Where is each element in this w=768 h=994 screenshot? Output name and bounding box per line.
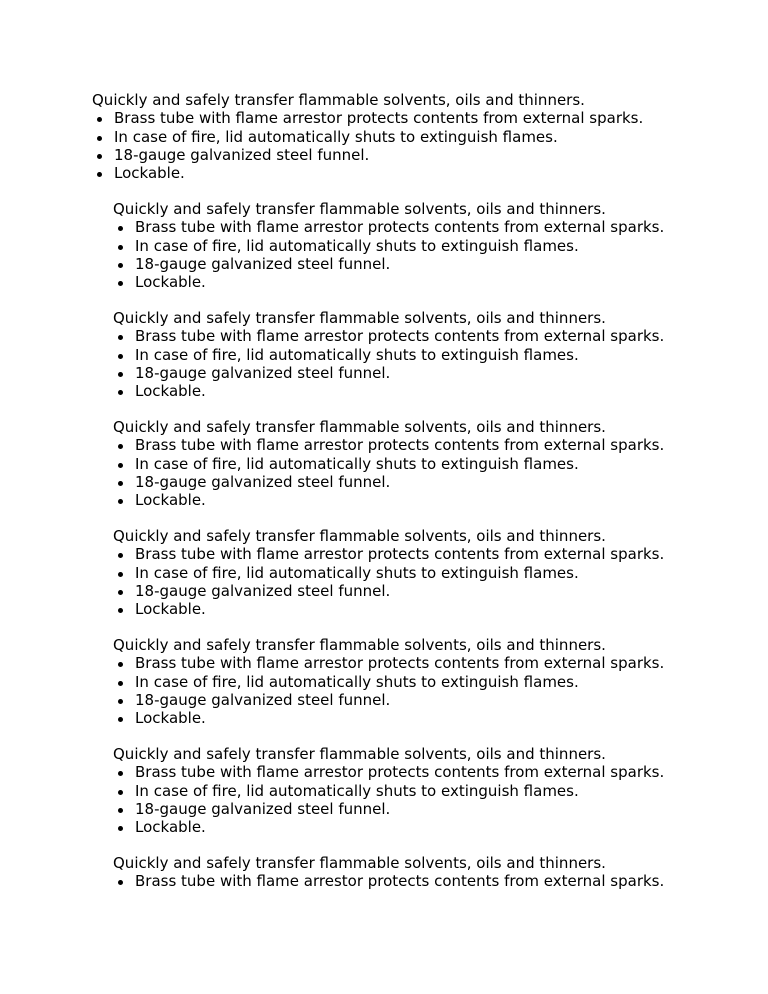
list-item <box>135 237 664 255</box>
list-item-text: Brass tube with flame arrestor protects contents from external sparks. <box>135 763 665 782</box>
list-item-text: In case of fire, lid automatically shuts to extinguish flames. <box>135 563 579 582</box>
list-item <box>135 491 664 509</box>
bullet-icon <box>118 463 123 468</box>
intro-text: Quickly and safely transfer flammable solvents, oils and thinners. <box>113 527 606 545</box>
bullet-icon <box>118 608 123 613</box>
product-description-block <box>92 91 643 182</box>
bullet-icon <box>118 553 123 558</box>
list-item-text: Lockable. <box>135 491 206 510</box>
intro-text: Quickly and safely transfer flammable solvents, oils and thinners. <box>92 91 585 109</box>
list-item-text: 18-gauge galvanized steel funnel. <box>135 799 391 818</box>
bullet-icon <box>118 499 123 504</box>
bullet-icon <box>118 245 123 250</box>
list-item <box>135 364 664 382</box>
bullet-icon <box>118 880 123 885</box>
bullet-icon <box>118 335 123 340</box>
list-item <box>135 382 664 400</box>
list-item <box>135 763 664 781</box>
list-item-text: 18-gauge galvanized steel funnel. <box>135 472 391 491</box>
feature-list <box>113 545 664 618</box>
list-item-text: Brass tube with flame arrestor protects contents from external sparks. <box>135 218 665 237</box>
list-item-text: 18-gauge galvanized steel funnel. <box>135 581 391 600</box>
bullet-icon <box>118 681 123 686</box>
list-item <box>114 128 643 146</box>
bullet-icon <box>97 136 102 141</box>
intro-text: Quickly and safely transfer flammable solvents, oils and thinners. <box>113 745 606 763</box>
intro-text: Quickly and safely transfer flammable solvents, oils and thinners. <box>113 636 606 654</box>
list-item <box>135 473 664 491</box>
bullet-icon <box>118 572 123 577</box>
list-item-text: Lockable. <box>114 164 185 183</box>
list-item <box>114 164 643 182</box>
feature-list <box>113 218 664 291</box>
list-item <box>135 691 664 709</box>
bullet-icon <box>118 826 123 831</box>
bullet-icon <box>118 662 123 667</box>
bullet-icon <box>118 699 123 704</box>
list-item <box>135 327 664 345</box>
list-item-text: Brass tube with flame arrestor protects contents from external sparks. <box>135 436 665 455</box>
bullet-icon <box>118 590 123 595</box>
list-item-text: Lockable. <box>135 273 206 292</box>
list-item-text: 18-gauge galvanized steel funnel. <box>135 363 391 382</box>
feature-list <box>113 327 664 400</box>
list-item-text: Brass tube with flame arrestor protects contents from external sparks. <box>135 545 665 564</box>
bullet-icon <box>97 154 102 159</box>
list-item <box>135 582 664 600</box>
list-item-text: Lockable. <box>135 382 206 401</box>
list-item <box>135 782 664 800</box>
list-item <box>135 818 664 836</box>
intro-text: Quickly and safely transfer flammable solvents, oils and thinners. <box>113 200 606 218</box>
bullet-icon <box>118 808 123 813</box>
list-item-text: In case of fire, lid automatically shuts to extinguish flames. <box>135 781 579 800</box>
product-description-block <box>113 527 664 618</box>
bullet-icon <box>118 372 123 377</box>
list-item <box>135 872 664 890</box>
list-item <box>135 800 664 818</box>
list-item-text: Lockable. <box>135 818 206 837</box>
feature-list <box>113 654 664 727</box>
list-item <box>135 455 664 473</box>
bullet-icon <box>118 354 123 359</box>
intro-text: Quickly and safely transfer flammable solvents, oils and thinners. <box>113 854 606 872</box>
list-item <box>135 600 664 618</box>
list-item <box>135 218 664 236</box>
list-item-text: In case of fire, lid automatically shuts to extinguish flames. <box>135 454 579 473</box>
bullet-icon <box>118 263 123 268</box>
list-item-text: In case of fire, lid automatically shuts to extinguish flames. <box>135 345 579 364</box>
list-item-text: Lockable. <box>135 709 206 728</box>
product-description-block <box>113 854 664 891</box>
list-item-text: Brass tube with flame arrestor protects contents from external sparks. <box>114 109 644 128</box>
bullet-icon <box>97 172 102 177</box>
list-item-text: 18-gauge galvanized steel funnel. <box>114 145 370 164</box>
feature-list <box>92 109 643 182</box>
bullet-icon <box>118 481 123 486</box>
bullet-icon <box>118 390 123 395</box>
bullet-icon <box>118 790 123 795</box>
list-item-text: In case of fire, lid automatically shuts to extinguish flames. <box>135 672 579 691</box>
list-item <box>114 146 643 164</box>
list-item-text: Brass tube with flame arrestor protects contents from external sparks. <box>135 872 665 891</box>
product-description-block <box>113 745 664 836</box>
list-item-text: Brass tube with flame arrestor protects contents from external sparks. <box>135 327 665 346</box>
feature-list <box>113 872 664 890</box>
list-item <box>135 436 664 454</box>
list-item-text: In case of fire, lid automatically shuts to extinguish flames. <box>135 236 579 255</box>
list-item <box>135 709 664 727</box>
list-item <box>114 109 643 127</box>
bullet-icon <box>118 717 123 722</box>
product-description-block <box>113 200 664 291</box>
intro-text: Quickly and safely transfer flammable solvents, oils and thinners. <box>113 418 606 436</box>
list-item-text: 18-gauge galvanized steel funnel. <box>135 690 391 709</box>
product-description-block <box>113 309 664 400</box>
list-item-text: In case of fire, lid automatically shuts to extinguish flames. <box>114 127 558 146</box>
bullet-icon <box>118 226 123 231</box>
feature-list <box>113 763 664 836</box>
bullet-icon <box>118 281 123 286</box>
feature-list <box>113 436 664 509</box>
list-item <box>135 273 664 291</box>
list-item <box>135 346 664 364</box>
list-item-text: Lockable. <box>135 600 206 619</box>
product-description-block <box>113 636 664 727</box>
bullet-icon <box>118 444 123 449</box>
bullet-icon <box>97 117 102 122</box>
intro-text: Quickly and safely transfer flammable solvents, oils and thinners. <box>113 309 606 327</box>
bullet-icon <box>118 771 123 776</box>
product-description-block <box>113 418 664 509</box>
list-item <box>135 255 664 273</box>
list-item <box>135 564 664 582</box>
list-item-text: 18-gauge galvanized steel funnel. <box>135 254 391 273</box>
list-item <box>135 545 664 563</box>
list-item <box>135 654 664 672</box>
list-item <box>135 673 664 691</box>
list-item-text: Brass tube with flame arrestor protects contents from external sparks. <box>135 654 665 673</box>
